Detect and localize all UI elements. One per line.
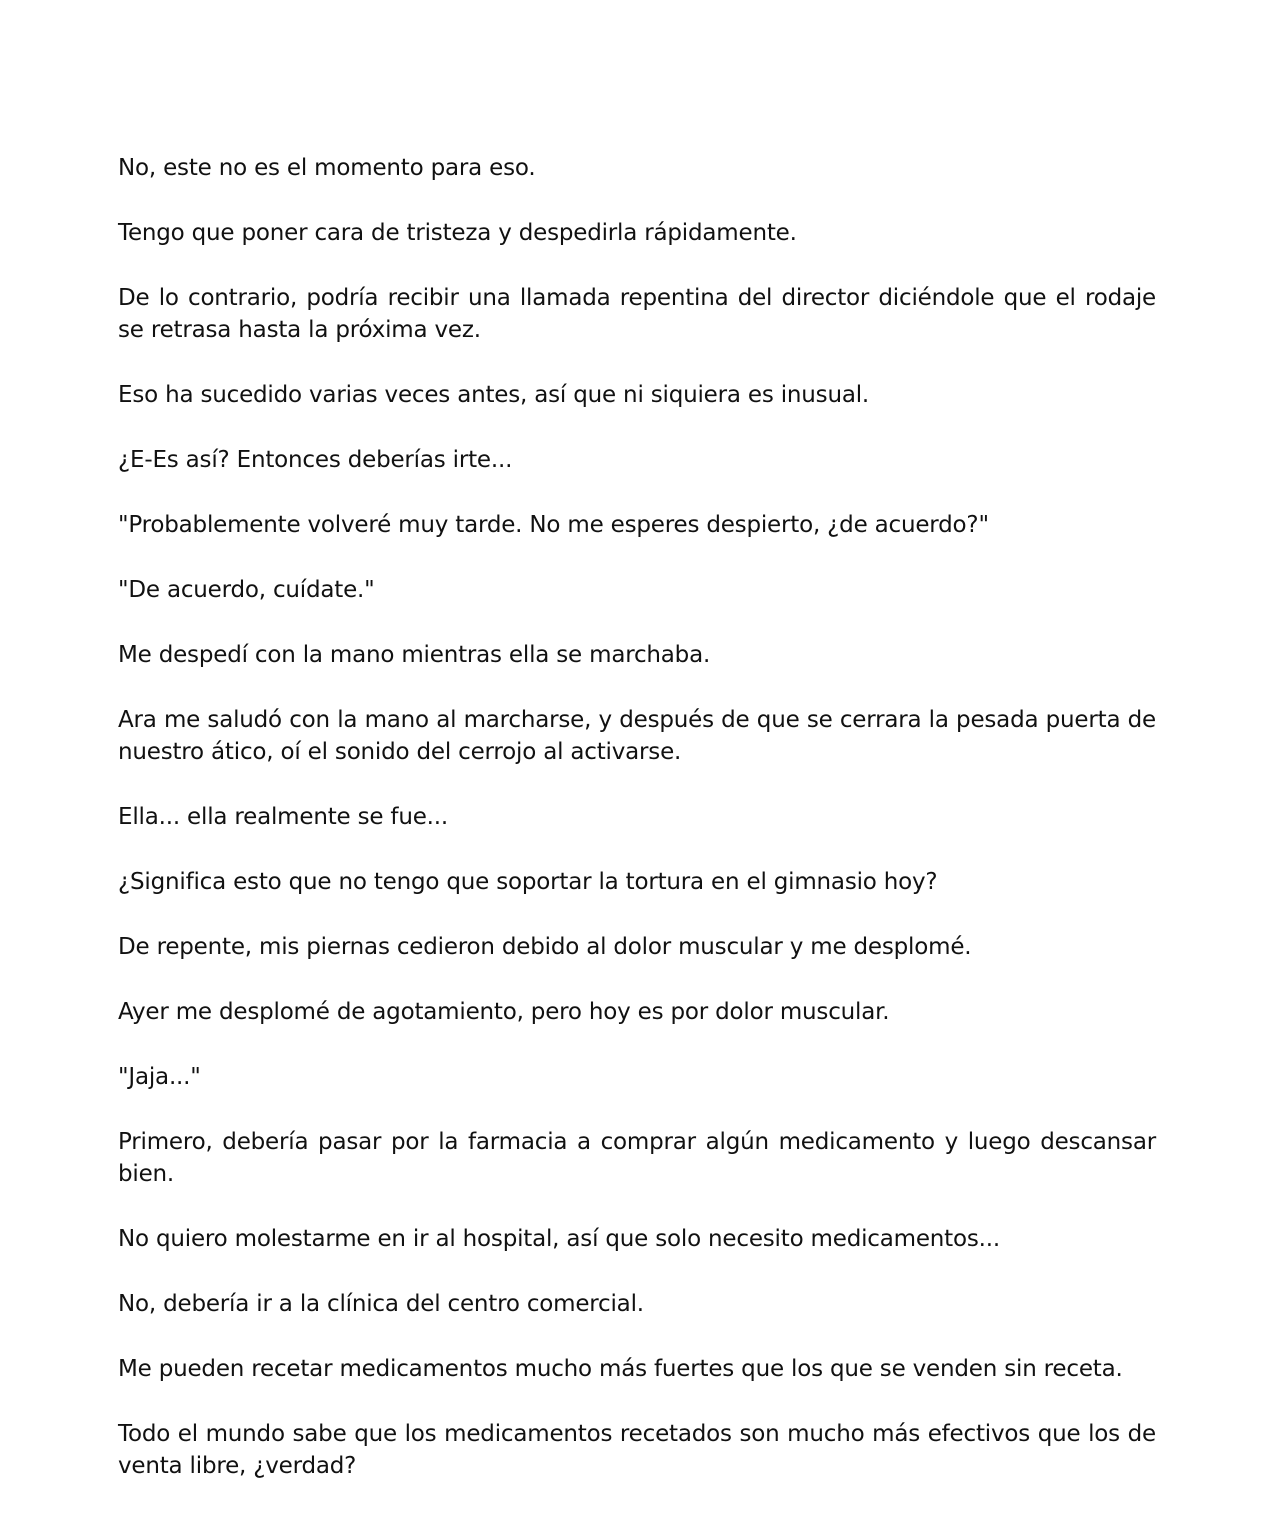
- paragraph: De repente, mis piernas cedieron debido al dolor muscular y me desplomé.: [118, 934, 972, 960]
- paragraph: Primero, debería pasar por la farmacia a comprar algún medicamento y luego descansar bien.: [118, 1129, 1156, 1187]
- paragraph: "Jaja...": [118, 1064, 201, 1090]
- paragraph: Ayer me desplomé de agotamiento, pero hoy es por dolor muscular.: [118, 999, 890, 1025]
- paragraph: Todo el mundo sabe que los medicamentos recetados son mucho más efectivos que los de venta libre, ¿verdad?: [118, 1421, 1156, 1479]
- paragraph: ¿Significa esto que no tengo que soportar la tortura en el gimnasio hoy?: [118, 869, 938, 895]
- paragraph: No quiero molestarme en ir al hospital, así que solo necesito medicamentos...: [118, 1226, 1000, 1252]
- paragraph: Ella... ella realmente se fue...: [118, 804, 448, 830]
- paragraph: Tengo que poner cara de tristeza y despedirla rápidamente.: [118, 220, 797, 246]
- paragraph: Me pueden recetar medicamentos mucho más fuertes que los que se venden sin receta.: [118, 1356, 1123, 1382]
- paragraph: Me despedí con la mano mientras ella se marchaba.: [118, 642, 711, 668]
- paragraph: Eso ha sucedido varias veces antes, así que ni siquiera es inusual.: [118, 382, 870, 408]
- paragraph: ¿E-Es así? Entonces deberías irte...: [118, 447, 513, 473]
- paragraph: De lo contrario, podría recibir una llamada repentina del director diciéndole que el rodaje se retrasa hasta la próxima vez.: [118, 285, 1156, 343]
- paragraph: "Probablemente volveré muy tarde. No me esperes despierto, ¿de acuerdo?": [118, 512, 989, 538]
- paragraph: "De acuerdo, cuídate.": [118, 577, 375, 603]
- paragraph: No, debería ir a la clínica del centro comercial.: [118, 1291, 644, 1317]
- paragraph: Ara me saludó con la mano al marcharse, y después de que se cerrara la pesada puerta de nuestro ático, oí el sonido del cerrojo al activarse.: [118, 707, 1156, 765]
- paragraph: No, este no es el momento para eso.: [118, 155, 536, 181]
- document-body: [118, 152, 1156, 1515]
